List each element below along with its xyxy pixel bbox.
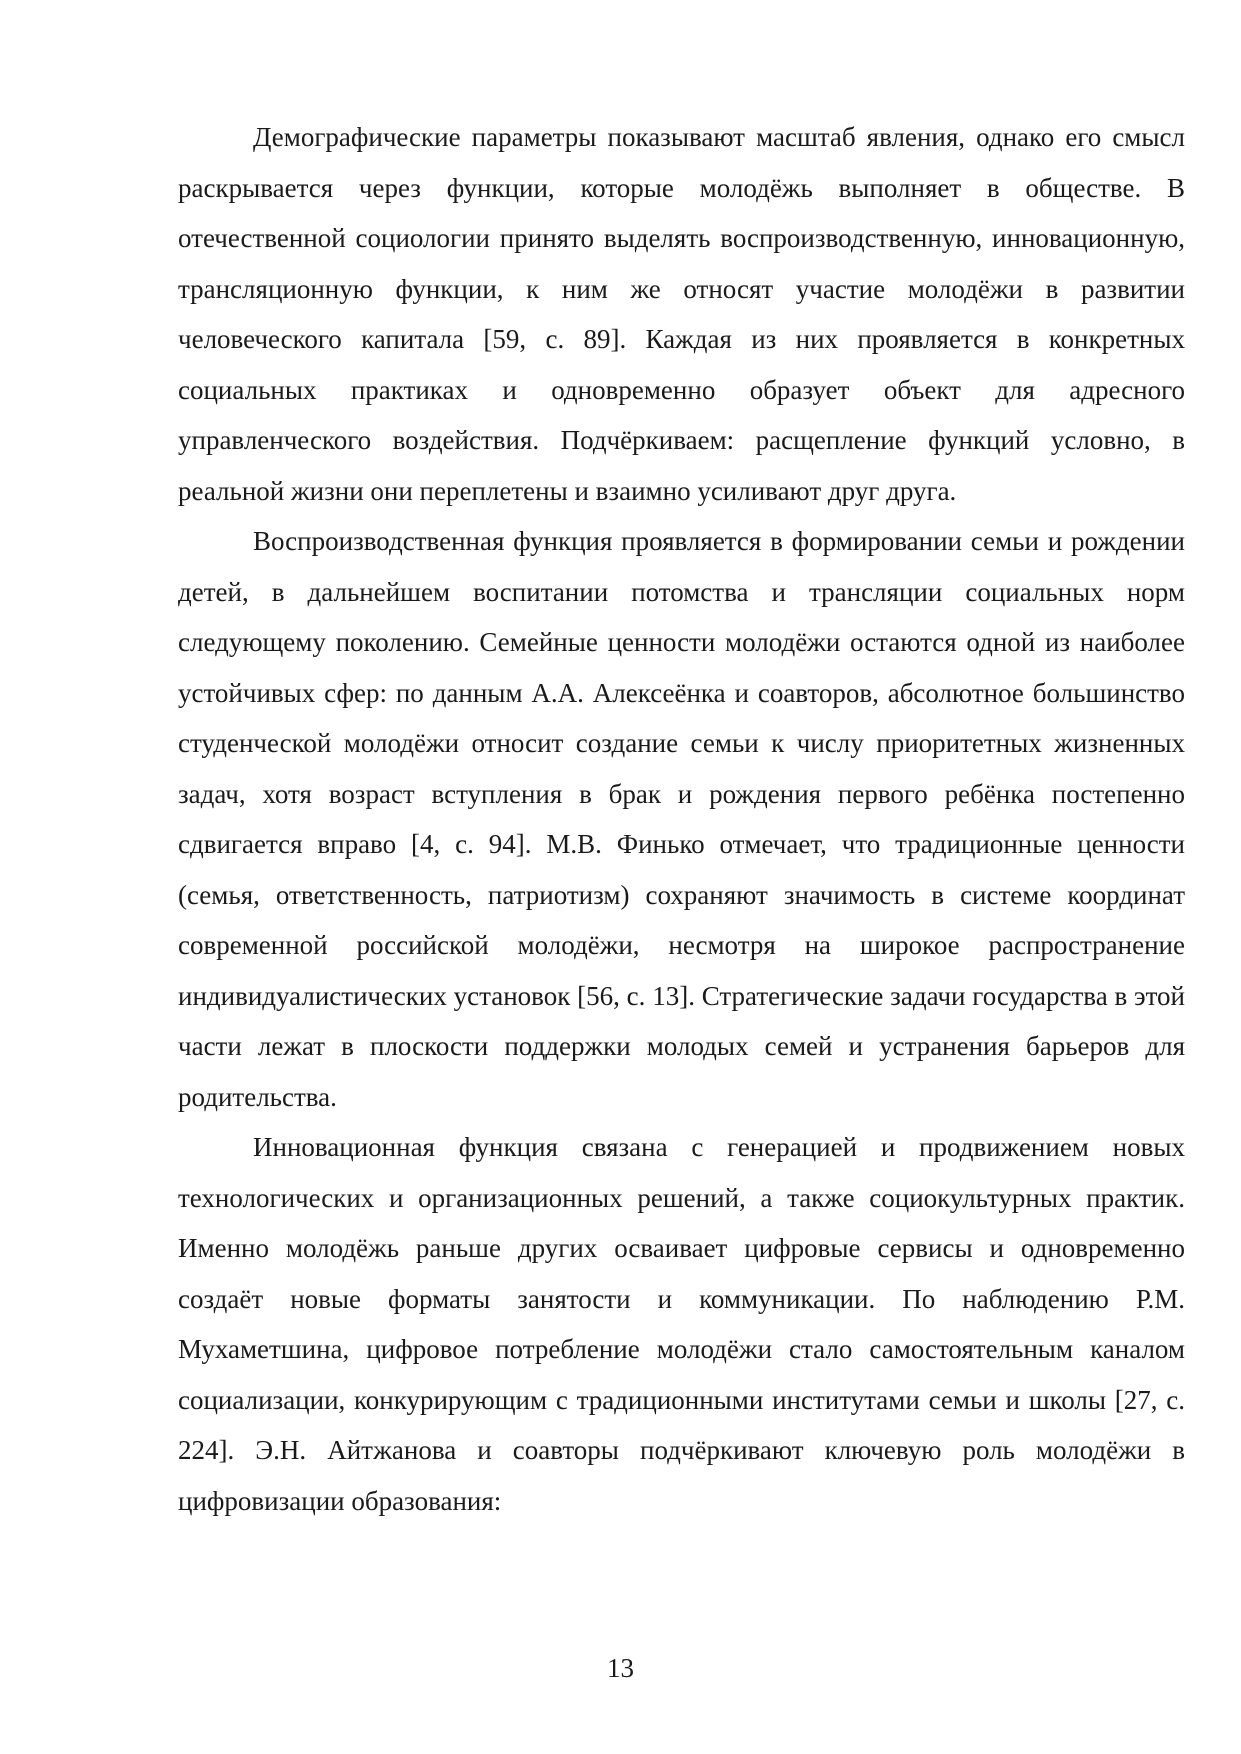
paragraph-demographic-functions: Демографические параметры показывают масштаб явления, однако его смысл раскрывается через функции, которые молодёжь выполняет в обществе. В отечественной социологии принято выделять воспроизводственную, инновационную, трансляционную функции, к ним же относят участие молодёжи в развитии человеческого капитала [59, с. 89]. Каждая из них проявляется в конкретных социальных практиках и одновременно образует объект для адресного управленческого воздействия. Подчёркиваем: расщепление функций условно, в реальной жизни они переплетены и взаимно усиливают друг друга. xyxy=(178,122,1185,506)
page-number: 13 xyxy=(607,1653,634,1683)
paragraph-reproductive-function: Воспроизводственная функция проявляется в формировании семьи и рождении детей, в дальнейшем воспитании потомства и трансляции социальных норм следующему поколению. Семейные ценности молодёжи остаются одной из наиболее устойчивых сфер: по данным А.А. Алексеёнка и соавторов, абсолютное большинство студенческой молодёжи относит создание семьи к числу приоритетных жизненных задач, хотя возраст вступления в брак и рождения первого ребёнка постепенно сдвигается вправо [4, с. 94]. М.В. Финько отмечает, что традиционные ценности (семья, ответственность, патриотизм) сохраняют значимость в системе координат современной российской молодёжи, несмотря на широкое распространение индивидуалистических установок [56, с. 13]. Стратегические задачи государства в этой части лежат в плоскости поддержки молодых семей и устранения барьеров для родительства. xyxy=(178,526,1185,1112)
body-text xyxy=(178,112,1185,1526)
paragraph-innovative-function: Инновационная функция связана с генерацией и продвижением новых технологических и организационных решений, а также социокультурных практик. Именно молодёжь раньше других осваивает цифровые сервисы и одновременно создаёт новые форматы занятости и коммуникации. По наблюдению Р.М. Мухаметшина, цифровое потребление молодёжи стало самостоятельным каналом социализации, конкурирующим с традиционными институтами семьи и школы [27, с. 224]. Э.Н. Айтжанова и соавторы подчёркивают ключевую роль молодёжи в цифровизации образования: xyxy=(178,1132,1185,1516)
